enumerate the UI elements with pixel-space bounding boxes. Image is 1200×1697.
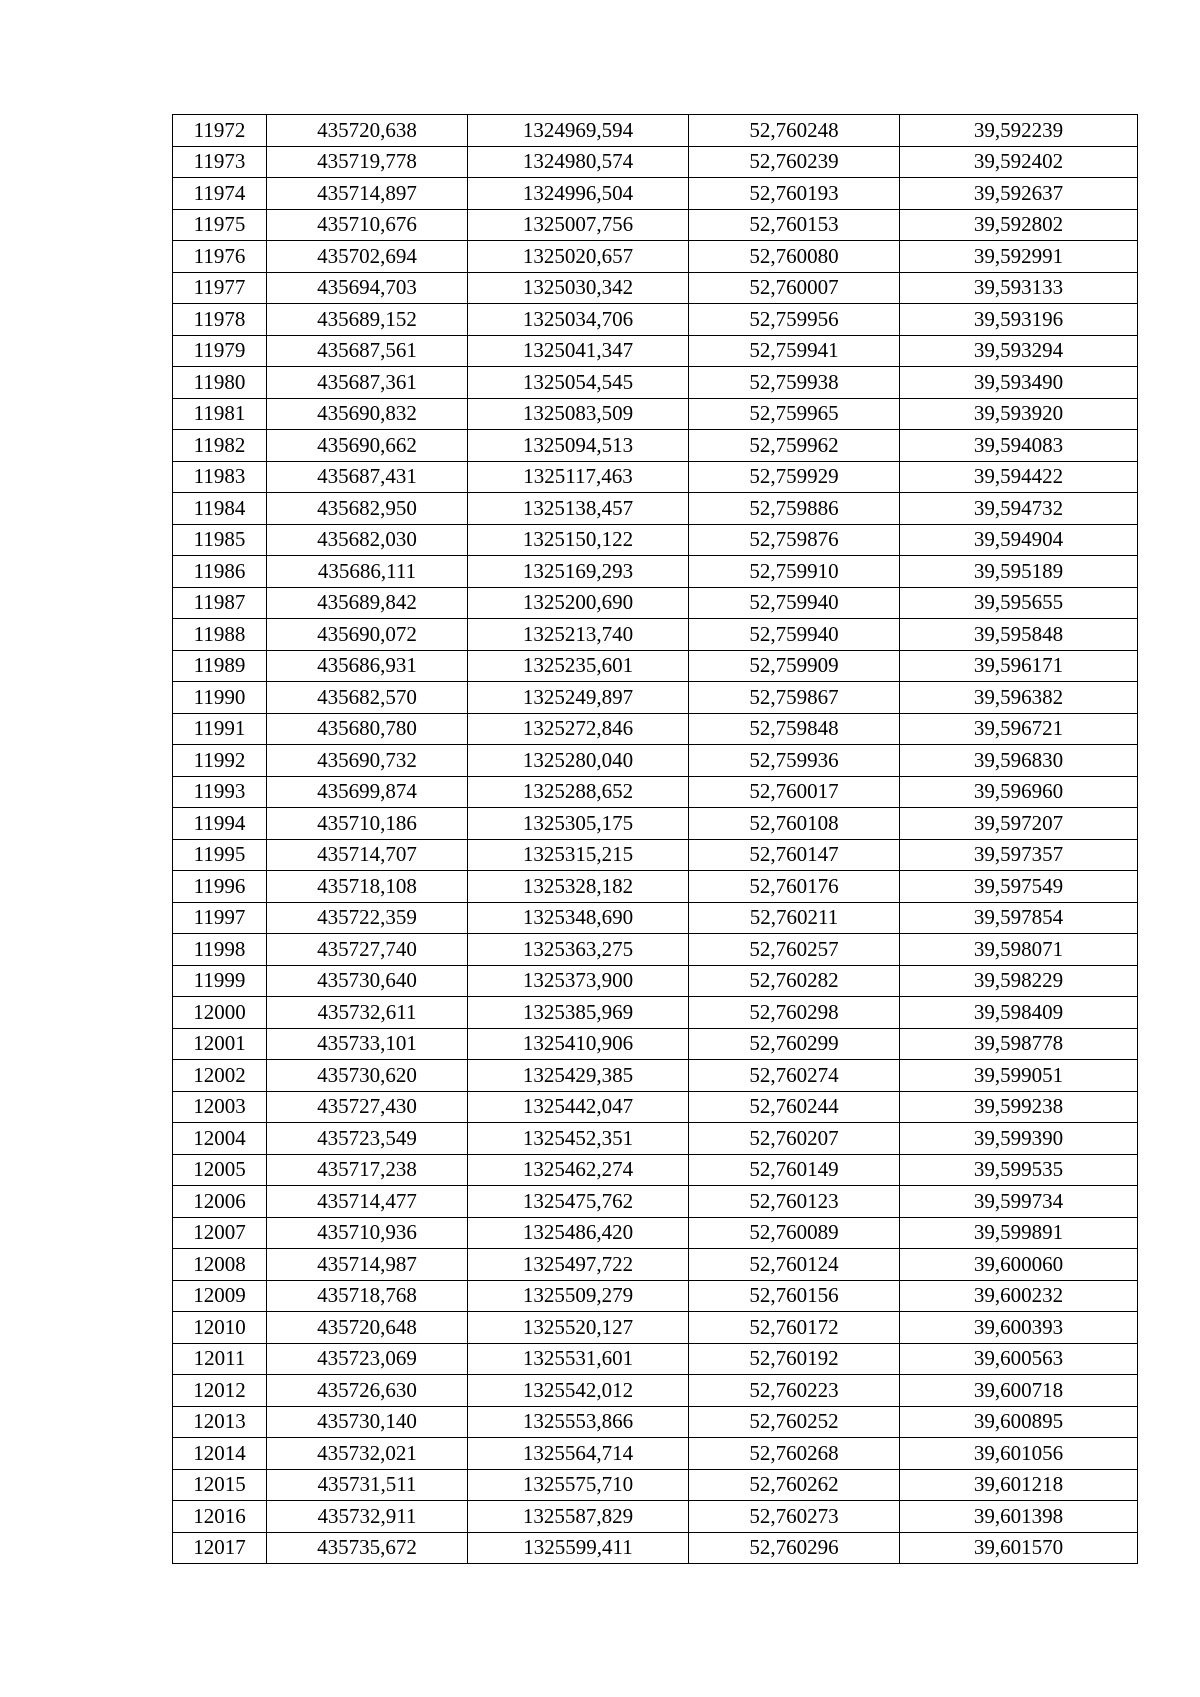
latitude-cell: 52,760017: [689, 776, 900, 808]
y-coordinate-cell: 1324980,574: [468, 146, 689, 178]
longitude-cell: 39,593920: [900, 398, 1138, 430]
y-coordinate-cell: 1325169,293: [468, 556, 689, 588]
y-coordinate-cell: 1325150,122: [468, 524, 689, 556]
latitude-cell: 52,760089: [689, 1217, 900, 1249]
longitude-cell: 39,598409: [900, 997, 1138, 1029]
latitude-cell: 52,759940: [689, 587, 900, 619]
point-number-cell: 11990: [173, 682, 267, 714]
longitude-cell: 39,593133: [900, 272, 1138, 304]
y-coordinate-cell: 1325462,274: [468, 1154, 689, 1186]
table-row: [173, 619, 1138, 651]
longitude-cell: 39,597549: [900, 871, 1138, 903]
point-number-cell: 12001: [173, 1028, 267, 1060]
x-coordinate-cell: 435710,676: [267, 209, 468, 241]
longitude-cell: 39,599535: [900, 1154, 1138, 1186]
point-number-cell: 11996: [173, 871, 267, 903]
table-row: [173, 997, 1138, 1029]
point-number-cell: 11974: [173, 178, 267, 210]
table-row: [173, 934, 1138, 966]
longitude-cell: 39,592991: [900, 241, 1138, 273]
latitude-cell: 52,760262: [689, 1469, 900, 1501]
x-coordinate-cell: 435727,430: [267, 1091, 468, 1123]
latitude-cell: 52,760153: [689, 209, 900, 241]
longitude-cell: 39,601218: [900, 1469, 1138, 1501]
table-row: [173, 1280, 1138, 1312]
table-row: [173, 209, 1138, 241]
table-row: [173, 1249, 1138, 1281]
coordinates-table-body: [173, 115, 1138, 1564]
y-coordinate-cell: 1325564,714: [468, 1438, 689, 1470]
longitude-cell: 39,596830: [900, 745, 1138, 777]
table-row: [173, 1343, 1138, 1375]
point-number-cell: 12013: [173, 1406, 267, 1438]
x-coordinate-cell: 435686,931: [267, 650, 468, 682]
point-number-cell: 11972: [173, 115, 267, 147]
longitude-cell: 39,601570: [900, 1532, 1138, 1564]
y-coordinate-cell: 1325348,690: [468, 902, 689, 934]
y-coordinate-cell: 1325041,347: [468, 335, 689, 367]
point-number-cell: 12004: [173, 1123, 267, 1155]
point-number-cell: 12000: [173, 997, 267, 1029]
point-number-cell: 11984: [173, 493, 267, 525]
longitude-cell: 39,600393: [900, 1312, 1138, 1344]
y-coordinate-cell: 1325272,846: [468, 713, 689, 745]
table-row: [173, 682, 1138, 714]
latitude-cell: 52,760211: [689, 902, 900, 934]
x-coordinate-cell: 435714,707: [267, 839, 468, 871]
x-coordinate-cell: 435699,874: [267, 776, 468, 808]
latitude-cell: 52,760123: [689, 1186, 900, 1218]
longitude-cell: 39,598778: [900, 1028, 1138, 1060]
table-row: [173, 776, 1138, 808]
latitude-cell: 52,760248: [689, 115, 900, 147]
latitude-cell: 52,760192: [689, 1343, 900, 1375]
longitude-cell: 39,599891: [900, 1217, 1138, 1249]
y-coordinate-cell: 1325200,690: [468, 587, 689, 619]
point-number-cell: 12016: [173, 1501, 267, 1533]
latitude-cell: 52,760257: [689, 934, 900, 966]
y-coordinate-cell: 1325138,457: [468, 493, 689, 525]
point-number-cell: 12007: [173, 1217, 267, 1249]
x-coordinate-cell: 435730,140: [267, 1406, 468, 1438]
y-coordinate-cell: 1325531,601: [468, 1343, 689, 1375]
point-number-cell: 12006: [173, 1186, 267, 1218]
longitude-cell: 39,592637: [900, 178, 1138, 210]
coordinates-table: [172, 114, 1138, 1564]
table-row: [173, 493, 1138, 525]
table-row: [173, 1186, 1138, 1218]
x-coordinate-cell: 435689,842: [267, 587, 468, 619]
y-coordinate-cell: 1324996,504: [468, 178, 689, 210]
y-coordinate-cell: 1325497,722: [468, 1249, 689, 1281]
longitude-cell: 39,596960: [900, 776, 1138, 808]
table-row: [173, 335, 1138, 367]
x-coordinate-cell: 435731,511: [267, 1469, 468, 1501]
point-number-cell: 11981: [173, 398, 267, 430]
x-coordinate-cell: 435732,021: [267, 1438, 468, 1470]
point-number-cell: 12015: [173, 1469, 267, 1501]
point-number-cell: 11986: [173, 556, 267, 588]
point-number-cell: 11973: [173, 146, 267, 178]
latitude-cell: 52,760007: [689, 272, 900, 304]
point-number-cell: 11998: [173, 934, 267, 966]
point-number-cell: 11980: [173, 367, 267, 399]
x-coordinate-cell: 435690,662: [267, 430, 468, 462]
x-coordinate-cell: 435718,768: [267, 1280, 468, 1312]
table-row: [173, 1469, 1138, 1501]
y-coordinate-cell: 1325213,740: [468, 619, 689, 651]
x-coordinate-cell: 435735,672: [267, 1532, 468, 1564]
x-coordinate-cell: 435682,950: [267, 493, 468, 525]
x-coordinate-cell: 435714,477: [267, 1186, 468, 1218]
point-number-cell: 12005: [173, 1154, 267, 1186]
point-number-cell: 12011: [173, 1343, 267, 1375]
y-coordinate-cell: 1325288,652: [468, 776, 689, 808]
point-number-cell: 11985: [173, 524, 267, 556]
latitude-cell: 52,760244: [689, 1091, 900, 1123]
table-row: [173, 367, 1138, 399]
y-coordinate-cell: 1325363,275: [468, 934, 689, 966]
point-number-cell: 12012: [173, 1375, 267, 1407]
latitude-cell: 52,760149: [689, 1154, 900, 1186]
latitude-cell: 52,759848: [689, 713, 900, 745]
point-number-cell: 11988: [173, 619, 267, 651]
point-number-cell: 11997: [173, 902, 267, 934]
x-coordinate-cell: 435720,638: [267, 115, 468, 147]
table-row: [173, 1438, 1138, 1470]
latitude-cell: 52,759956: [689, 304, 900, 336]
longitude-cell: 39,600060: [900, 1249, 1138, 1281]
latitude-cell: 52,760207: [689, 1123, 900, 1155]
longitude-cell: 39,599051: [900, 1060, 1138, 1092]
latitude-cell: 52,760156: [689, 1280, 900, 1312]
longitude-cell: 39,594083: [900, 430, 1138, 462]
point-number-cell: 12008: [173, 1249, 267, 1281]
x-coordinate-cell: 435714,987: [267, 1249, 468, 1281]
point-number-cell: 12002: [173, 1060, 267, 1092]
table-row: [173, 1312, 1138, 1344]
longitude-cell: 39,599238: [900, 1091, 1138, 1123]
x-coordinate-cell: 435690,072: [267, 619, 468, 651]
longitude-cell: 39,600563: [900, 1343, 1138, 1375]
point-number-cell: 11995: [173, 839, 267, 871]
latitude-cell: 52,759941: [689, 335, 900, 367]
table-row: [173, 839, 1138, 871]
y-coordinate-cell: 1325117,463: [468, 461, 689, 493]
x-coordinate-cell: 435694,703: [267, 272, 468, 304]
x-coordinate-cell: 435732,611: [267, 997, 468, 1029]
y-coordinate-cell: 1324969,594: [468, 115, 689, 147]
table-row: [173, 871, 1138, 903]
table-row: [173, 146, 1138, 178]
table-row: [173, 1091, 1138, 1123]
x-coordinate-cell: 435722,359: [267, 902, 468, 934]
y-coordinate-cell: 1325452,351: [468, 1123, 689, 1155]
y-coordinate-cell: 1325315,215: [468, 839, 689, 871]
longitude-cell: 39,600895: [900, 1406, 1138, 1438]
latitude-cell: 52,760124: [689, 1249, 900, 1281]
y-coordinate-cell: 1325475,762: [468, 1186, 689, 1218]
x-coordinate-cell: 435714,897: [267, 178, 468, 210]
latitude-cell: 52,759940: [689, 619, 900, 651]
latitude-cell: 52,759962: [689, 430, 900, 462]
table-row: [173, 808, 1138, 840]
x-coordinate-cell: 435689,152: [267, 304, 468, 336]
x-coordinate-cell: 435687,561: [267, 335, 468, 367]
table-row: [173, 587, 1138, 619]
x-coordinate-cell: 435717,238: [267, 1154, 468, 1186]
x-coordinate-cell: 435687,361: [267, 367, 468, 399]
latitude-cell: 52,760299: [689, 1028, 900, 1060]
y-coordinate-cell: 1325007,756: [468, 209, 689, 241]
table-row: [173, 524, 1138, 556]
table-row: [173, 1217, 1138, 1249]
table-row: [173, 1532, 1138, 1564]
latitude-cell: 52,760252: [689, 1406, 900, 1438]
latitude-cell: 52,760193: [689, 178, 900, 210]
x-coordinate-cell: 435719,778: [267, 146, 468, 178]
longitude-cell: 39,596382: [900, 682, 1138, 714]
point-number-cell: 11976: [173, 241, 267, 273]
point-number-cell: 11991: [173, 713, 267, 745]
point-number-cell: 11989: [173, 650, 267, 682]
point-number-cell: 11977: [173, 272, 267, 304]
table-row: [173, 1028, 1138, 1060]
y-coordinate-cell: 1325587,829: [468, 1501, 689, 1533]
longitude-cell: 39,600718: [900, 1375, 1138, 1407]
x-coordinate-cell: 435687,431: [267, 461, 468, 493]
table-row: [173, 115, 1138, 147]
latitude-cell: 52,759886: [689, 493, 900, 525]
point-number-cell: 11993: [173, 776, 267, 808]
point-number-cell: 12010: [173, 1312, 267, 1344]
latitude-cell: 52,760296: [689, 1532, 900, 1564]
latitude-cell: 52,759929: [689, 461, 900, 493]
point-number-cell: 11979: [173, 335, 267, 367]
point-number-cell: 11975: [173, 209, 267, 241]
x-coordinate-cell: 435718,108: [267, 871, 468, 903]
y-coordinate-cell: 1325509,279: [468, 1280, 689, 1312]
longitude-cell: 39,601398: [900, 1501, 1138, 1533]
table-row: [173, 304, 1138, 336]
y-coordinate-cell: 1325020,657: [468, 241, 689, 273]
latitude-cell: 52,759910: [689, 556, 900, 588]
y-coordinate-cell: 1325373,900: [468, 965, 689, 997]
y-coordinate-cell: 1325305,175: [468, 808, 689, 840]
x-coordinate-cell: 435733,101: [267, 1028, 468, 1060]
x-coordinate-cell: 435727,740: [267, 934, 468, 966]
latitude-cell: 52,759876: [689, 524, 900, 556]
x-coordinate-cell: 435720,648: [267, 1312, 468, 1344]
table-row: [173, 272, 1138, 304]
latitude-cell: 52,759867: [689, 682, 900, 714]
y-coordinate-cell: 1325094,513: [468, 430, 689, 462]
longitude-cell: 39,595655: [900, 587, 1138, 619]
point-number-cell: 11982: [173, 430, 267, 462]
point-number-cell: 11983: [173, 461, 267, 493]
point-number-cell: 11987: [173, 587, 267, 619]
y-coordinate-cell: 1325553,866: [468, 1406, 689, 1438]
table-row: [173, 430, 1138, 462]
table-row: [173, 965, 1138, 997]
x-coordinate-cell: 435690,732: [267, 745, 468, 777]
y-coordinate-cell: 1325599,411: [468, 1532, 689, 1564]
latitude-cell: 52,759965: [689, 398, 900, 430]
y-coordinate-cell: 1325034,706: [468, 304, 689, 336]
table-row: [173, 902, 1138, 934]
latitude-cell: 52,760273: [689, 1501, 900, 1533]
x-coordinate-cell: 435723,549: [267, 1123, 468, 1155]
longitude-cell: 39,597357: [900, 839, 1138, 871]
x-coordinate-cell: 435730,620: [267, 1060, 468, 1092]
longitude-cell: 39,599390: [900, 1123, 1138, 1155]
latitude-cell: 52,760268: [689, 1438, 900, 1470]
x-coordinate-cell: 435690,832: [267, 398, 468, 430]
latitude-cell: 52,760080: [689, 241, 900, 273]
y-coordinate-cell: 1325486,420: [468, 1217, 689, 1249]
point-number-cell: 11999: [173, 965, 267, 997]
x-coordinate-cell: 435680,780: [267, 713, 468, 745]
table-row: [173, 713, 1138, 745]
table-row: [173, 556, 1138, 588]
table-row: [173, 1154, 1138, 1186]
longitude-cell: 39,594732: [900, 493, 1138, 525]
y-coordinate-cell: 1325249,897: [468, 682, 689, 714]
y-coordinate-cell: 1325429,385: [468, 1060, 689, 1092]
point-number-cell: 12017: [173, 1532, 267, 1564]
latitude-cell: 52,760172: [689, 1312, 900, 1344]
x-coordinate-cell: 435710,186: [267, 808, 468, 840]
longitude-cell: 39,600232: [900, 1280, 1138, 1312]
longitude-cell: 39,598071: [900, 934, 1138, 966]
latitude-cell: 52,760176: [689, 871, 900, 903]
latitude-cell: 52,760298: [689, 997, 900, 1029]
longitude-cell: 39,592402: [900, 146, 1138, 178]
y-coordinate-cell: 1325385,969: [468, 997, 689, 1029]
latitude-cell: 52,760239: [689, 146, 900, 178]
point-number-cell: 12003: [173, 1091, 267, 1123]
y-coordinate-cell: 1325575,710: [468, 1469, 689, 1501]
x-coordinate-cell: 435686,111: [267, 556, 468, 588]
longitude-cell: 39,596171: [900, 650, 1138, 682]
longitude-cell: 39,595848: [900, 619, 1138, 651]
longitude-cell: 39,598229: [900, 965, 1138, 997]
latitude-cell: 52,759909: [689, 650, 900, 682]
longitude-cell: 39,599734: [900, 1186, 1138, 1218]
table-row: [173, 745, 1138, 777]
x-coordinate-cell: 435702,694: [267, 241, 468, 273]
x-coordinate-cell: 435732,911: [267, 1501, 468, 1533]
longitude-cell: 39,592802: [900, 209, 1138, 241]
x-coordinate-cell: 435723,069: [267, 1343, 468, 1375]
longitude-cell: 39,597854: [900, 902, 1138, 934]
latitude-cell: 52,760108: [689, 808, 900, 840]
table-row: [173, 1060, 1138, 1092]
point-number-cell: 12009: [173, 1280, 267, 1312]
table-row: [173, 1501, 1138, 1533]
longitude-cell: 39,596721: [900, 713, 1138, 745]
point-number-cell: 11992: [173, 745, 267, 777]
y-coordinate-cell: 1325083,509: [468, 398, 689, 430]
x-coordinate-cell: 435710,936: [267, 1217, 468, 1249]
table-row: [173, 241, 1138, 273]
y-coordinate-cell: 1325542,012: [468, 1375, 689, 1407]
table-row: [173, 1406, 1138, 1438]
latitude-cell: 52,759938: [689, 367, 900, 399]
y-coordinate-cell: 1325410,906: [468, 1028, 689, 1060]
x-coordinate-cell: 435726,630: [267, 1375, 468, 1407]
y-coordinate-cell: 1325442,047: [468, 1091, 689, 1123]
latitude-cell: 52,759936: [689, 745, 900, 777]
y-coordinate-cell: 1325054,545: [468, 367, 689, 399]
longitude-cell: 39,594422: [900, 461, 1138, 493]
table-row: [173, 1123, 1138, 1155]
longitude-cell: 39,601056: [900, 1438, 1138, 1470]
latitude-cell: 52,760223: [689, 1375, 900, 1407]
x-coordinate-cell: 435682,030: [267, 524, 468, 556]
table-row: [173, 178, 1138, 210]
point-number-cell: 11994: [173, 808, 267, 840]
table-row: [173, 650, 1138, 682]
y-coordinate-cell: 1325280,040: [468, 745, 689, 777]
longitude-cell: 39,592239: [900, 115, 1138, 147]
longitude-cell: 39,593490: [900, 367, 1138, 399]
point-number-cell: 11978: [173, 304, 267, 336]
y-coordinate-cell: 1325030,342: [468, 272, 689, 304]
longitude-cell: 39,594904: [900, 524, 1138, 556]
table-row: [173, 461, 1138, 493]
y-coordinate-cell: 1325328,182: [468, 871, 689, 903]
longitude-cell: 39,593196: [900, 304, 1138, 336]
latitude-cell: 52,760274: [689, 1060, 900, 1092]
latitude-cell: 52,760282: [689, 965, 900, 997]
longitude-cell: 39,597207: [900, 808, 1138, 840]
y-coordinate-cell: 1325235,601: [468, 650, 689, 682]
longitude-cell: 39,593294: [900, 335, 1138, 367]
y-coordinate-cell: 1325520,127: [468, 1312, 689, 1344]
table-row: [173, 398, 1138, 430]
longitude-cell: 39,595189: [900, 556, 1138, 588]
table-row: [173, 1375, 1138, 1407]
x-coordinate-cell: 435730,640: [267, 965, 468, 997]
latitude-cell: 52,760147: [689, 839, 900, 871]
x-coordinate-cell: 435682,570: [267, 682, 468, 714]
point-number-cell: 12014: [173, 1438, 267, 1470]
